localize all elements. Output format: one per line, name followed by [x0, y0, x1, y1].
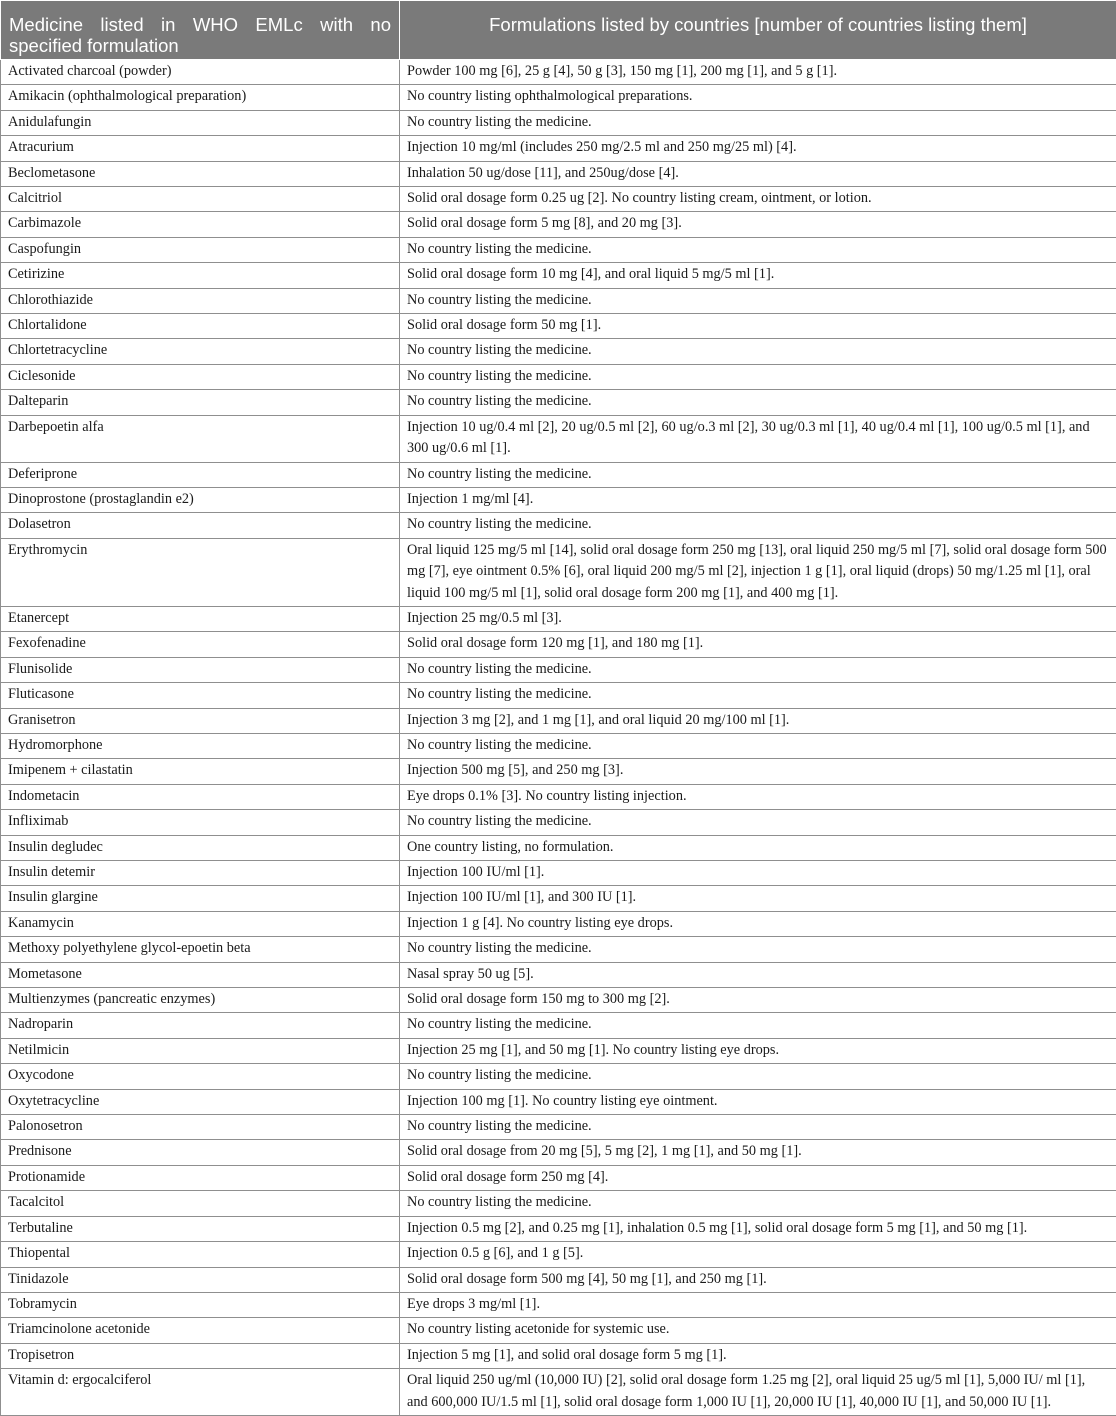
- formulation-cell: No country listing the medicine.: [400, 237, 1116, 262]
- formulation-cell: Solid oral dosage from 20 mg [5], 5 mg [2], 1 mg [1], and 50 mg [1].: [400, 1140, 1116, 1165]
- formulation-cell: No country listing the medicine.: [400, 390, 1116, 415]
- medicine-cell: Erythromycin: [1, 538, 400, 606]
- table-row: [1, 212, 1116, 237]
- medicine-cell: Methoxy polyethylene glycol-epoetin beta: [1, 937, 400, 962]
- medicine-cell: Dolasetron: [1, 513, 400, 538]
- medicine-cell: Chlortetracycline: [1, 339, 400, 364]
- formulation-cell: Injection 5 mg [1], and solid oral dosage form 5 mg [1].: [400, 1343, 1116, 1368]
- formulation-cell: Solid oral dosage form 250 mg [4].: [400, 1165, 1116, 1190]
- table-row: [1, 513, 1116, 538]
- medicine-cell: Atracurium: [1, 136, 400, 161]
- table-row: [1, 708, 1116, 733]
- formulation-cell: Injection 1 g [4]. No country listing eye drops.: [400, 911, 1116, 936]
- medicine-cell: Triamcinolone acetonide: [1, 1318, 400, 1343]
- table-header: [1, 1, 1116, 60]
- header-medicine: Medicine listed in WHO EMLc with no specified formulation: [1, 1, 400, 60]
- medicine-cell: Netilmicin: [1, 1038, 400, 1063]
- formulation-cell: No country listing the medicine.: [400, 937, 1116, 962]
- table-row: [1, 60, 1116, 85]
- table-row: [1, 237, 1116, 262]
- medicine-cell: Prednisone: [1, 1140, 400, 1165]
- table-row: [1, 1140, 1116, 1165]
- medicine-cell: Mometasone: [1, 962, 400, 987]
- formulation-cell: No country listing the medicine.: [400, 1064, 1116, 1089]
- formulation-cell: Solid oral dosage form 120 mg [1], and 180 mg [1].: [400, 632, 1116, 657]
- table-row: [1, 937, 1116, 962]
- medicine-cell: Multienzymes (pancreatic enzymes): [1, 988, 400, 1013]
- formulation-cell: No country listing the medicine.: [400, 513, 1116, 538]
- medicine-cell: Flunisolide: [1, 657, 400, 682]
- formulation-cell: Inhalation 50 ug/dose [11], and 250ug/dose [4].: [400, 161, 1116, 186]
- medicine-cell: Activated charcoal (powder): [1, 60, 400, 85]
- table-row: [1, 1343, 1116, 1368]
- table-row: [1, 161, 1116, 186]
- formulation-cell: Powder 100 mg [6], 25 g [4], 50 g [3], 150 mg [1], 200 mg [1], and 5 g [1].: [400, 60, 1116, 85]
- formulation-cell: Injection 25 mg [1], and 50 mg [1]. No country listing eye drops.: [400, 1038, 1116, 1063]
- formulation-cell: Solid oral dosage form 10 mg [4], and oral liquid 5 mg/5 ml [1].: [400, 263, 1116, 288]
- formulation-cell: No country listing the medicine.: [400, 288, 1116, 313]
- formulation-cell: No country listing the medicine.: [400, 1013, 1116, 1038]
- medicine-cell: Imipenem + cilastatin: [1, 759, 400, 784]
- table-body: [1, 60, 1116, 1416]
- medicine-cell: Darbepoetin alfa: [1, 415, 400, 462]
- table-row: [1, 606, 1116, 631]
- table-row: [1, 1242, 1116, 1267]
- table-row: [1, 1267, 1116, 1292]
- formulation-cell: Solid oral dosage form 150 mg to 300 mg [2].: [400, 988, 1116, 1013]
- table-row: [1, 810, 1116, 835]
- table-row: [1, 733, 1116, 758]
- table-row: [1, 288, 1116, 313]
- formulation-cell: Injection 10 mg/ml (includes 250 mg/2.5 ml and 250 mg/25 ml) [4].: [400, 136, 1116, 161]
- medicine-cell: Dinoprostone (prostaglandin e2): [1, 487, 400, 512]
- formulation-cell: Injection 100 IU/ml [1].: [400, 861, 1116, 886]
- table-row: [1, 538, 1116, 606]
- table-row: [1, 1165, 1116, 1190]
- medicine-cell: Chlortalidone: [1, 314, 400, 339]
- table-row: [1, 339, 1116, 364]
- medicine-cell: Caspofungin: [1, 237, 400, 262]
- medicine-cell: Hydromorphone: [1, 733, 400, 758]
- table-row: [1, 462, 1116, 487]
- table-row: [1, 110, 1116, 135]
- medicine-cell: Insulin glargine: [1, 886, 400, 911]
- header-row: [1, 1, 1116, 60]
- formulation-cell: No country listing the medicine.: [400, 683, 1116, 708]
- medicine-cell: Insulin detemir: [1, 861, 400, 886]
- formulation-cell: One country listing, no formulation.: [400, 835, 1116, 860]
- medicine-cell: Oxytetracycline: [1, 1089, 400, 1114]
- medicine-cell: Calcitriol: [1, 187, 400, 212]
- medicine-cell: Palonosetron: [1, 1115, 400, 1140]
- table-row: [1, 683, 1116, 708]
- table-row: [1, 1064, 1116, 1089]
- table-row: [1, 1369, 1116, 1416]
- table-row: [1, 415, 1116, 462]
- formulation-cell: Oral liquid 250 ug/ml (10,000 IU) [2], solid oral dosage form 1.25 mg [2], oral liquid 25 ug/5 ml [1], 5,000 IU/ ml [1], and 600,000 IU/1.5 ml [1], solid oral dosage form 1,000 IU [1], 20,000 IU [1], 40,000 IU [1], and 50,000 IU [1].: [400, 1369, 1116, 1416]
- medicine-cell: Chlorothiazide: [1, 288, 400, 313]
- medicine-cell: Fluticasone: [1, 683, 400, 708]
- formulation-cell: Oral liquid 125 mg/5 ml [14], solid oral dosage form 250 mg [13], oral liquid 250 mg/5 ml [7], solid oral dosage form 500 mg [7], eye ointment 0.5% [6], oral liquid 200 mg/5 ml [2], injection 1 g [1], oral liquid (drops) 50 mg/1.25 ml [1], oral liquid 100 mg/5 ml [1], solid oral dosage form 200 mg [1], and 400 mg [1].: [400, 538, 1116, 606]
- medicine-cell: Kanamycin: [1, 911, 400, 936]
- table-row: [1, 835, 1116, 860]
- table-row: [1, 364, 1116, 389]
- table-row: [1, 390, 1116, 415]
- formulation-cell: No country listing the medicine.: [400, 462, 1116, 487]
- formulation-cell: Eye drops 0.1% [3]. No country listing injection.: [400, 784, 1116, 809]
- table-row: [1, 861, 1116, 886]
- medicine-cell: Granisetron: [1, 708, 400, 733]
- formulation-cell: No country listing the medicine.: [400, 364, 1116, 389]
- table-row: [1, 759, 1116, 784]
- table-row: [1, 1216, 1116, 1241]
- formulation-cell: Injection 0.5 g [6], and 1 g [5].: [400, 1242, 1116, 1267]
- formulation-cell: Injection 500 mg [5], and 250 mg [3].: [400, 759, 1116, 784]
- medicine-cell: Carbimazole: [1, 212, 400, 237]
- medicine-cell: Infliximab: [1, 810, 400, 835]
- table-row: [1, 886, 1116, 911]
- medicine-cell: Tropisetron: [1, 1343, 400, 1368]
- formulation-cell: No country listing the medicine.: [400, 339, 1116, 364]
- formulation-cell: Injection 100 mg [1]. No country listing eye ointment.: [400, 1089, 1116, 1114]
- table-row: [1, 911, 1116, 936]
- formulation-cell: No country listing the medicine.: [400, 1191, 1116, 1216]
- medicine-cell: Anidulafungin: [1, 110, 400, 135]
- medicine-cell: Tobramycin: [1, 1292, 400, 1317]
- formulation-cell: Solid oral dosage form 50 mg [1].: [400, 314, 1116, 339]
- medicine-cell: Amikacin (ophthalmological preparation): [1, 85, 400, 110]
- medicine-cell: Thiopental: [1, 1242, 400, 1267]
- medicine-cell: Oxycodone: [1, 1064, 400, 1089]
- medicine-cell: Etanercept: [1, 606, 400, 631]
- medicine-cell: Terbutaline: [1, 1216, 400, 1241]
- formulation-cell: No country listing the medicine.: [400, 657, 1116, 682]
- medicine-cell: Tacalcitol: [1, 1191, 400, 1216]
- medicine-cell: Fexofenadine: [1, 632, 400, 657]
- formulation-cell: No country listing the medicine.: [400, 110, 1116, 135]
- medicine-cell: Dalteparin: [1, 390, 400, 415]
- medicine-cell: Deferiprone: [1, 462, 400, 487]
- formulation-cell: Solid oral dosage form 0.25 ug [2]. No country listing cream, ointment, or lotion.: [400, 187, 1116, 212]
- formulation-cell: Nasal spray 50 ug [5].: [400, 962, 1116, 987]
- formulation-cell: Injection 25 mg/0.5 ml [3].: [400, 606, 1116, 631]
- table-row: [1, 1038, 1116, 1063]
- formulation-cell: Injection 10 ug/0.4 ml [2], 20 ug/0.5 ml [2], 60 ug/o.3 ml [2], 30 ug/0.3 ml [1], 40 ug/0.4 ml [1], 100 ug/0.5 ml [1], and 300 ug/0.6 ml [1].: [400, 415, 1116, 462]
- medicine-cell: Vitamin d: ergocalciferol: [1, 1369, 400, 1416]
- medicine-cell: Beclometasone: [1, 161, 400, 186]
- table-row: [1, 962, 1116, 987]
- formulation-cell: No country listing the medicine.: [400, 1115, 1116, 1140]
- medicine-cell: Protionamide: [1, 1165, 400, 1190]
- formulation-cell: Injection 3 mg [2], and 1 mg [1], and oral liquid 20 mg/100 ml [1].: [400, 708, 1116, 733]
- table-row: [1, 263, 1116, 288]
- medicine-cell: Ciclesonide: [1, 364, 400, 389]
- table-row: [1, 1318, 1116, 1343]
- medicine-cell: Tinidazole: [1, 1267, 400, 1292]
- table-row: [1, 314, 1116, 339]
- table-row: [1, 1191, 1116, 1216]
- formulation-cell: No country listing acetonide for systemic use.: [400, 1318, 1116, 1343]
- formulation-cell: Injection 100 IU/ml [1], and 300 IU [1].: [400, 886, 1116, 911]
- table-row: [1, 187, 1116, 212]
- header-formulations: Formulations listed by countries [number of countries listing them]: [400, 1, 1116, 60]
- formulation-cell: Injection 0.5 mg [2], and 0.25 mg [1], inhalation 0.5 mg [1], solid oral dosage form 5 mg [1], and 50 mg [1].: [400, 1216, 1116, 1241]
- table-row: [1, 85, 1116, 110]
- table-row: [1, 136, 1116, 161]
- formulation-cell: No country listing the medicine.: [400, 733, 1116, 758]
- table-row: [1, 632, 1116, 657]
- formulation-cell: No country listing ophthalmological preparations.: [400, 85, 1116, 110]
- table-row: [1, 1115, 1116, 1140]
- formulation-cell: Injection 1 mg/ml [4].: [400, 487, 1116, 512]
- formulation-cell: Solid oral dosage form 5 mg [8], and 20 mg [3].: [400, 212, 1116, 237]
- formulation-cell: Solid oral dosage form 500 mg [4], 50 mg [1], and 250 mg [1].: [400, 1267, 1116, 1292]
- formulation-cell: No country listing the medicine.: [400, 810, 1116, 835]
- table-row: [1, 1292, 1116, 1317]
- table-row: [1, 988, 1116, 1013]
- medicine-cell: Indometacin: [1, 784, 400, 809]
- table-row: [1, 1089, 1116, 1114]
- medicine-cell: Cetirizine: [1, 263, 400, 288]
- table-row: [1, 657, 1116, 682]
- formulation-cell: Eye drops 3 mg/ml [1].: [400, 1292, 1116, 1317]
- table-row: [1, 1013, 1116, 1038]
- medicine-cell: Nadroparin: [1, 1013, 400, 1038]
- table-row: [1, 784, 1116, 809]
- table-row: [1, 487, 1116, 512]
- medicine-cell: Insulin degludec: [1, 835, 400, 860]
